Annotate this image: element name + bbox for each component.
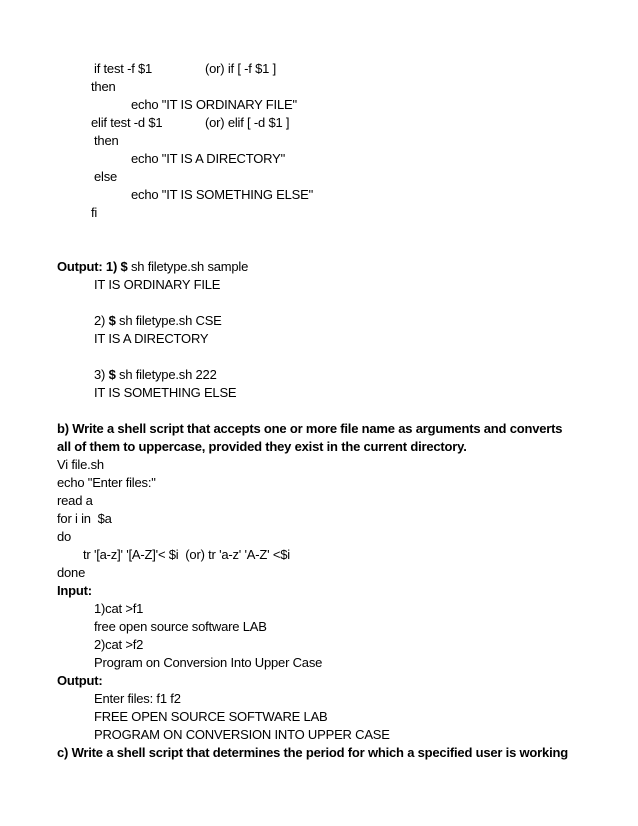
prompt-symbol: $ <box>108 367 116 382</box>
input-line: 2)cat >f2 <box>94 637 144 652</box>
command-text: sh filetype.sh sample <box>127 259 249 274</box>
output-result: IT IS A DIRECTORY <box>94 331 209 346</box>
code-line: then <box>91 79 116 94</box>
code-line: then <box>94 133 119 148</box>
code-line: else <box>94 169 118 184</box>
section-heading: all of them to uppercase, provided they exist in the current directory. <box>57 439 467 454</box>
section-heading: b) Write a shell script that accepts one or more file name as arguments and converts <box>57 421 563 436</box>
code-line-alt: (or) if [ -f $1 ] <box>205 61 277 76</box>
section-heading: c) Write a shell script that determines the period for which a specified user is working <box>57 745 568 760</box>
output-number: 3) <box>94 367 109 382</box>
output-line <box>94 313 222 329</box>
output-line <box>57 259 248 275</box>
input-line: 1)cat >f1 <box>94 601 144 616</box>
code-line: fi <box>91 205 98 220</box>
input-line: free open source software LAB <box>94 619 267 634</box>
output-result: IT IS ORDINARY FILE <box>94 277 221 292</box>
code-line: echo "IT IS A DIRECTORY" <box>131 151 285 166</box>
code-line: Vi file.sh <box>57 457 104 472</box>
code-line: tr '[a-z]' '[A-Z]'< $i (or) tr 'a-z' 'A-Z' <$i <box>83 547 290 562</box>
code-line: if test -f $1 <box>94 61 153 76</box>
code-line: done <box>57 565 86 580</box>
output-number: 2) <box>94 313 109 328</box>
command-text: sh filetype.sh 222 <box>115 367 217 382</box>
output-result: Enter files: f1 f2 <box>94 691 181 706</box>
code-line-alt: (or) elif [ -d $1 ] <box>205 115 290 130</box>
output-result: FREE OPEN SOURCE SOFTWARE LAB <box>94 709 328 724</box>
code-line: read a <box>57 493 93 508</box>
code-line: echo "Enter files:" <box>57 475 156 490</box>
code-line: do <box>57 529 72 544</box>
code-line: for i in $a <box>57 511 112 526</box>
output-result: PROGRAM ON CONVERSION INTO UPPER CASE <box>94 727 390 742</box>
code-line: echo "IT IS ORDINARY FILE" <box>131 97 297 112</box>
code-line: elif test -d $1 <box>91 115 163 130</box>
output-label: Output: 1) $ <box>57 259 128 274</box>
command-text: sh filetype.sh CSE <box>115 313 222 328</box>
input-label: Input: <box>57 583 92 598</box>
input-line: Program on Conversion Into Upper Case <box>94 655 323 670</box>
code-line: echo "IT IS SOMETHING ELSE" <box>131 187 314 202</box>
prompt-symbol: $ <box>108 313 116 328</box>
output-result: IT IS SOMETHING ELSE <box>94 385 237 400</box>
output-line <box>94 367 217 383</box>
output-label: Output: <box>57 673 103 688</box>
